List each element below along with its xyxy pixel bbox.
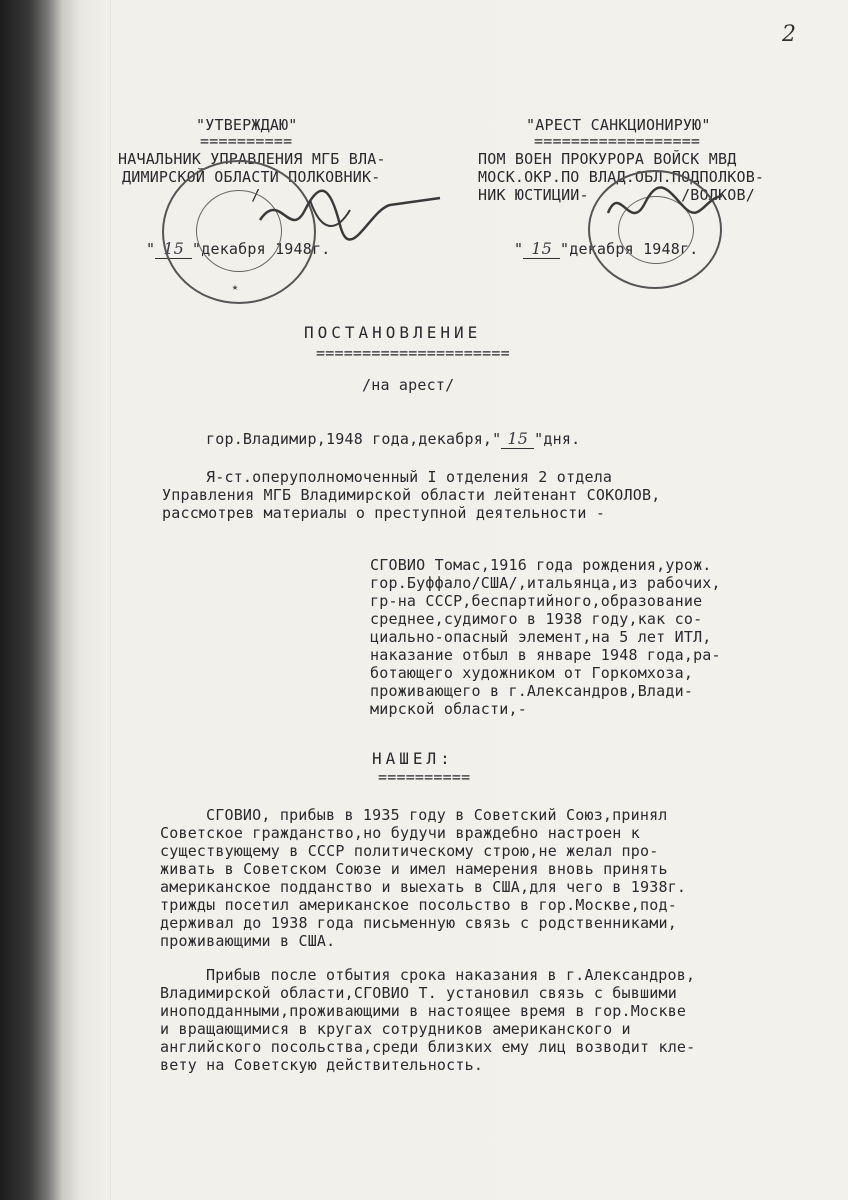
found-heading: НАШЕЛ: <box>372 749 454 768</box>
subject-line: гр-на СССР,беспартийного,образование <box>370 592 703 610</box>
sanction-line-1: ПОМ ВОЕН ПРОКУРОРА ВОЙСК МВД <box>478 150 737 168</box>
body-line: американское подданство и выехать в США,для чего в 1938г. <box>160 878 687 896</box>
document-subtitle: /на арест/ <box>362 376 455 394</box>
approve-date: " 15 "декабря 1948г. <box>146 239 331 258</box>
body-line: живать в Советском Союзе и имел намерения вновь принять <box>160 860 668 878</box>
document-title: ПОСТАНОВЛЕНИЕ <box>304 323 482 342</box>
intro-line: Управления МГБ Владимирской области лейтенант СОКОЛОВ, <box>162 486 661 504</box>
sanction-line-2: МОСК.ОКР.ПО ВЛАД.ОБЛ.ПОДПОЛКОВ- <box>478 168 765 186</box>
body-line: иноподданными,проживающими в настоящее время в гор.Москве <box>160 1002 687 1020</box>
intro-line: Я-ст.оперуполномоченный I отделения 2 отдела <box>206 468 613 486</box>
sanction-title: "АРЕСТ САНКЦИОНИРУЮ" <box>526 116 711 134</box>
body-line: трижды посетил американское посольство в гор.Москве,под- <box>160 896 677 914</box>
place-date-line: гор.Владимир,1948 года,декабря," 15 "дня. <box>206 429 581 448</box>
subject-line: ботающего художником от Горкомхоза, <box>370 664 694 682</box>
subject-line: циально-опасный элемент,на 5 лет ИТЛ, <box>370 628 712 646</box>
sanction-date: " 15 "декабря 1948г. <box>514 239 699 258</box>
sanction-underline: ================== <box>534 132 701 150</box>
approve-title: "УТВЕРЖДАЮ" <box>196 116 298 134</box>
page-number: 2 <box>782 22 796 47</box>
intro-line: рассмотрев материалы о преступной деятельности - <box>162 504 606 522</box>
body-line: держивал до 1938 года письменную связь с родственниками, <box>160 914 677 932</box>
page-crease <box>110 0 111 1200</box>
found-underline: ========== <box>378 768 471 786</box>
approve-line-2: ДИМИРСКОЙ ОБЛАСТИ ПОЛКОВНИК- <box>122 168 381 186</box>
body-line: проживающими в США. <box>160 932 336 950</box>
body-line: существующему в СССР политическому строю,не желал про- <box>160 842 659 860</box>
body-line: английского посольства,среди близких ему лиц возводит кле- <box>160 1038 696 1056</box>
document-title-underline: ===================== <box>316 344 510 362</box>
subject-line: СГОВИО Томас,1916 года рождения,урож. <box>370 556 712 574</box>
subject-line: среднее,судимого в 1938 году,как со- <box>370 610 703 628</box>
body-line: СГОВИО, прибыв в 1935 году в Советский Союз,принял <box>206 806 668 824</box>
approve-line-3: / <box>122 186 261 204</box>
approve-line-1: НАЧАЛЬНИК УПРАВЛЕНИЯ МГБ ВЛА- <box>118 150 386 168</box>
subject-line: наказание отбыл в январе 1948 года,ра- <box>370 646 721 664</box>
sanction-line-3: НИК ЮСТИЦИИ- /ВОЛКОВ/ <box>478 186 755 204</box>
official-seal-left: ★ <box>162 160 316 304</box>
body-line: Владимирской области,СГОВИО Т. установил связь с бывшими <box>160 984 677 1002</box>
body-line: Советское гражданство,но будучи враждебно настроен к <box>160 824 640 842</box>
signature-right <box>600 178 730 238</box>
subject-line: гор.Буффало/США/,итальянца,из рабочих, <box>370 574 721 592</box>
signature-left <box>250 180 450 250</box>
subject-line: мирской области,- <box>370 700 527 718</box>
body-line: и вращающимися в кругах сотрудников американского и <box>160 1020 631 1038</box>
body-line: Прибыв после отбытия срока наказания в г.Александров, <box>206 966 696 984</box>
subject-line: проживающего в г.Александров,Влади- <box>370 682 694 700</box>
body-line: вету на Советскую действительность. <box>160 1056 484 1074</box>
approve-underline: ========== <box>200 132 293 150</box>
